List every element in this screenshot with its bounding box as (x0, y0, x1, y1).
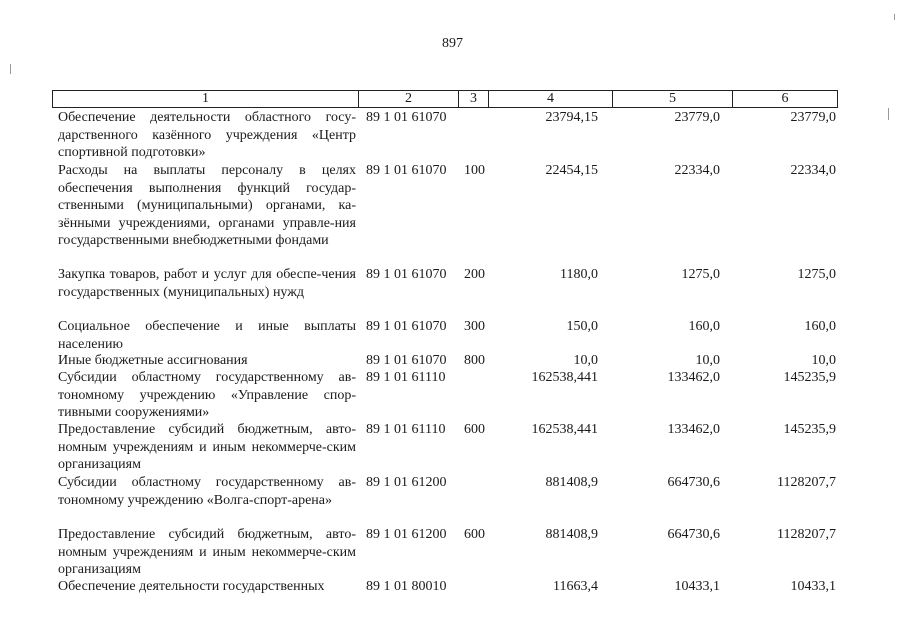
row-code: 89 1 01 61070 (366, 110, 447, 125)
row-description: Расходы на выплаты персоналу в целях обеспечения выполнения функций государ-ственными (муниципальными) органами, ка-зёнными учреждениями, органами управле-ния государственными внебюджетными фондами (58, 163, 356, 248)
row-description: Предоставление субсидий бюджетным, авто-номным учреждениям и иным некоммерче-ским организациям (58, 527, 356, 577)
row-value-6: 160,0 (804, 319, 836, 334)
scan-artifact (10, 64, 11, 74)
page-number: 897 (442, 36, 463, 51)
row-value-4: 22454,15 (545, 163, 598, 178)
row-value-4: 881408,9 (545, 475, 598, 490)
row-value-6: 145235,9 (783, 370, 836, 385)
row-code: 89 1 01 61070 (366, 319, 447, 334)
row-description: Субсидии областному государственному ав-тономному учреждению «Волга-спорт-арена» (58, 475, 356, 508)
row-value-5: 133462,0 (667, 370, 720, 385)
row-type: 300 (464, 319, 485, 334)
scan-artifact (894, 14, 895, 20)
row-value-5: 22334,0 (674, 163, 720, 178)
row-code: 89 1 01 61070 (366, 163, 447, 178)
row-value-5: 133462,0 (667, 422, 720, 437)
row-code: 89 1 01 61110 (366, 422, 446, 437)
row-code: 89 1 01 61110 (366, 370, 446, 385)
header-col-6: 6 (781, 91, 789, 106)
row-value-6: 1128207,7 (777, 527, 836, 542)
row-code: 89 1 01 80010 (366, 579, 447, 594)
row-type: 200 (464, 267, 485, 282)
row-description: Обеспечение деятельности государственных (58, 579, 325, 594)
row-value-4: 23794,15 (545, 110, 598, 125)
row-value-6: 23779,0 (790, 110, 836, 125)
row-value-4: 10,0 (573, 353, 598, 368)
row-value-5: 664730,6 (667, 475, 720, 490)
row-value-4: 162538,441 (531, 422, 598, 437)
row-value-4: 1180,0 (560, 267, 598, 282)
row-value-5: 23779,0 (674, 110, 720, 125)
row-value-6: 1128207,7 (777, 475, 836, 490)
row-code: 89 1 01 61200 (366, 475, 447, 490)
row-value-5: 10433,1 (674, 579, 720, 594)
row-code: 89 1 01 61200 (366, 527, 447, 542)
row-description: Иные бюджетные ассигнования (58, 353, 248, 368)
header-col-2: 2 (359, 91, 459, 107)
row-value-6: 22334,0 (790, 163, 836, 178)
row-description: Закупка товаров, работ и услуг для обеспе-чения государственных (муниципальных) нужд (58, 267, 356, 300)
row-description: Субсидии областному государственному ав-тономному учреждению «Управление спор-тивными сооружениями» (58, 370, 356, 420)
header-col-5: 5 (613, 91, 733, 107)
row-code: 89 1 01 61070 (366, 353, 447, 368)
row-value-5: 10,0 (695, 353, 720, 368)
row-value-6: 10,0 (811, 353, 836, 368)
row-type: 600 (464, 422, 485, 437)
row-type: 100 (464, 163, 485, 178)
row-description: Обеспечение деятельности областного госу-дарственного казённого учреждения «Центр спортивной подготовки» (58, 110, 356, 160)
row-code: 89 1 01 61070 (366, 267, 447, 282)
header-col-4: 4 (489, 91, 613, 107)
row-value-4: 150,0 (566, 319, 598, 334)
row-value-4: 162538,441 (531, 370, 598, 385)
row-type: 800 (464, 353, 485, 368)
row-value-4: 11663,4 (553, 579, 598, 594)
header-col-1: 1 (53, 91, 359, 107)
scan-artifact (888, 108, 889, 120)
row-description: Социальное обеспечение и иные выплаты населению (58, 319, 356, 352)
row-value-6: 1275,0 (797, 267, 836, 282)
row-value-5: 664730,6 (667, 527, 720, 542)
row-value-4: 881408,9 (545, 527, 598, 542)
row-type: 600 (464, 527, 485, 542)
row-value-6: 10433,1 (790, 579, 836, 594)
row-value-5: 160,0 (688, 319, 720, 334)
table-header-row (52, 90, 838, 108)
row-value-6: 145235,9 (783, 422, 836, 437)
row-description: Предоставление субсидий бюджетным, авто-номным учреждениям и иным некоммерче-ским организациям (58, 422, 356, 472)
row-value-5: 1275,0 (681, 267, 720, 282)
header-col-3: 3 (459, 91, 489, 107)
